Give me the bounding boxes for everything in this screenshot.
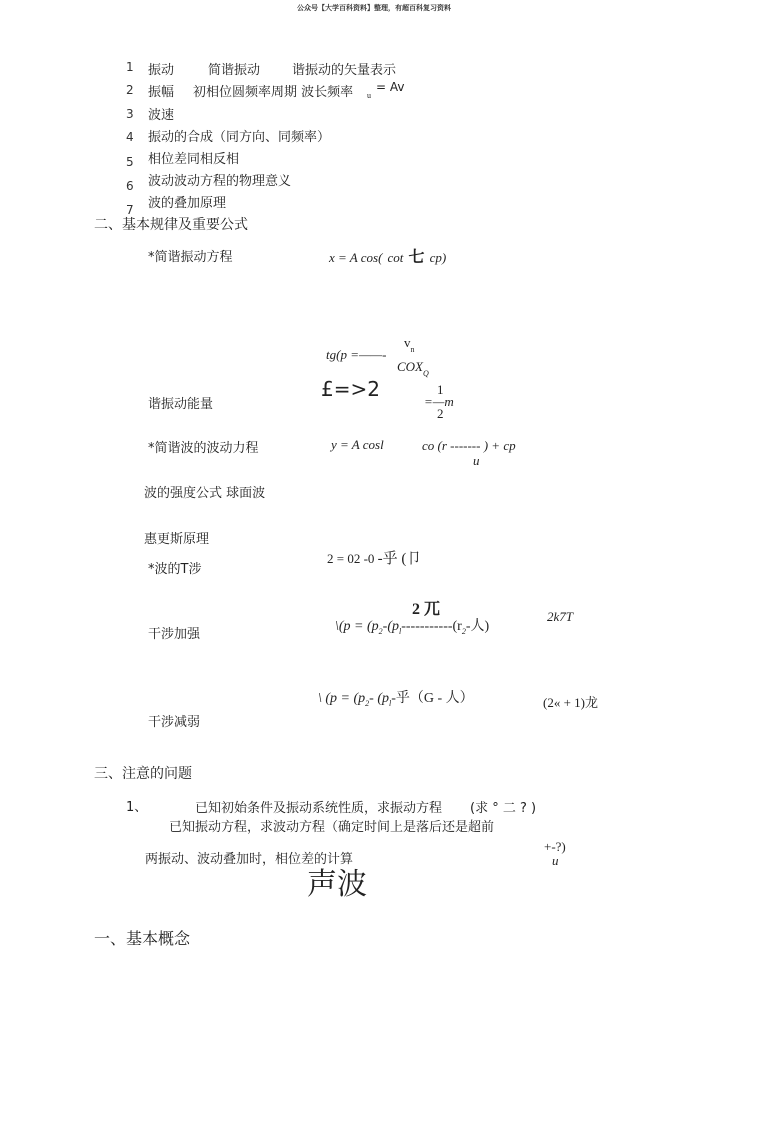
formula-text: \(p = (p [335,619,379,634]
formula-text: co (r ------- ) + cp [422,438,516,453]
section-heading: 三、注意的问题 [94,766,192,782]
list-item-text: 波速 [148,108,175,123]
formula-label: *简谐波的波动力程 [148,441,259,456]
formula-text [404,335,415,354]
formula-shm [329,244,446,267]
formula-weak [318,687,474,708]
formula-label: 干涉减弱 [148,715,201,730]
formula-text: y = A cosl [331,437,384,452]
formula-subscript: 2 [365,699,370,708]
note-text: (求 ° 二 ? ) [470,801,537,816]
formula-strong [335,615,489,636]
formula-text [397,359,429,378]
list-item-text: 波动波动方程的物理意义 [148,174,292,189]
list-item-text: 振动 [148,63,175,78]
formula-text: v [404,335,411,350]
formula-text: cp) [429,250,447,265]
formula-subscript: l [389,699,392,708]
formula-text: -人) [465,619,490,634]
list-item-text: 振动的合成（同方向、同频率） [148,130,331,145]
formula-text: 2 = 02 -0 [327,551,375,566]
formula-subscript: 2 [378,627,383,636]
formula-label: *波的T涉 [148,562,202,577]
chapter-title: 声波 [307,867,367,902]
formula-text: 七 [408,247,425,266]
section-heading: 一、基本概念 [94,929,191,948]
note-text: 已知振动方程，求波动方程（确定时间上是落后还是超前 [169,820,495,835]
formula-subscript: l [399,627,402,636]
list-item-text: 简谐振动 [208,63,261,78]
formula-subscript: Q [423,369,429,378]
formula-text: -乎（G - 人） [391,691,474,706]
formula-label: 波的强度公式 球面波 [144,486,266,501]
formula-text: = Av [376,80,405,94]
list-number: 3 [126,107,134,121]
list-number: 1、 [126,800,148,815]
list-item-text: 波的叠加原理 [148,196,227,211]
formula-text: -----------(r [401,619,462,634]
list-number: 2 [126,83,134,97]
section-heading: 二、基本规律及重要公式 [94,217,248,233]
formula-text: 2k7T [547,609,573,624]
formula-subscript: 2 [461,627,466,636]
formula-label: *简谐振动方程 [148,250,233,265]
formula-text: 2 [437,406,444,421]
formula-subscript: n [410,345,415,354]
formula-text: COX [397,359,423,374]
note-text: 已知初始条件及振动系统性质，求振动方程 [195,801,443,816]
list-number: 4 [126,130,134,144]
list-number: 7 [126,203,134,217]
formula-text: +-?) [544,839,566,854]
formula-text: =—m [424,394,454,409]
formula-text: \ (p = (p [318,691,366,706]
formula-text: u [552,853,559,868]
formula-label: 惠更斯原理 [144,532,210,547]
formula-text: - (p [369,691,389,706]
formula-label: 谐振动能量 [148,397,214,412]
list-number: 1 [126,60,134,74]
formula-text: cot [387,250,404,265]
note-text: 两振动、波动叠加时，相位差的计算 [145,852,354,867]
formula-text [327,547,421,568]
formula-subscript: u [367,91,371,100]
list-item-text: 相位差同相反相 [148,152,240,167]
formula-text: -乎 (卩 [377,551,422,567]
list-item-text: 初相位圆频率周期 波长频率 [193,85,354,100]
list-item-text: 振幅 [148,85,175,100]
page-header: 公众号【大学百科资料】整理，有超百科复习资料 [297,3,451,12]
formula-text: -(p [382,619,399,634]
formula-text: 1 [437,382,444,397]
formula-text: £=>2 [321,377,380,401]
list-item-text: 谐振动的矢量表示 [292,63,397,78]
formula-text: u [473,453,480,468]
formula-text: tg(p =——- [326,347,387,362]
list-number: 5 [126,155,134,169]
list-number: 6 [126,179,134,193]
formula-text: (2« + 1)龙 [543,695,598,710]
formula-text: 2 兀 [412,601,441,618]
formula-text: x = A cos( [329,250,383,265]
formula-label: 干涉加强 [148,627,201,642]
